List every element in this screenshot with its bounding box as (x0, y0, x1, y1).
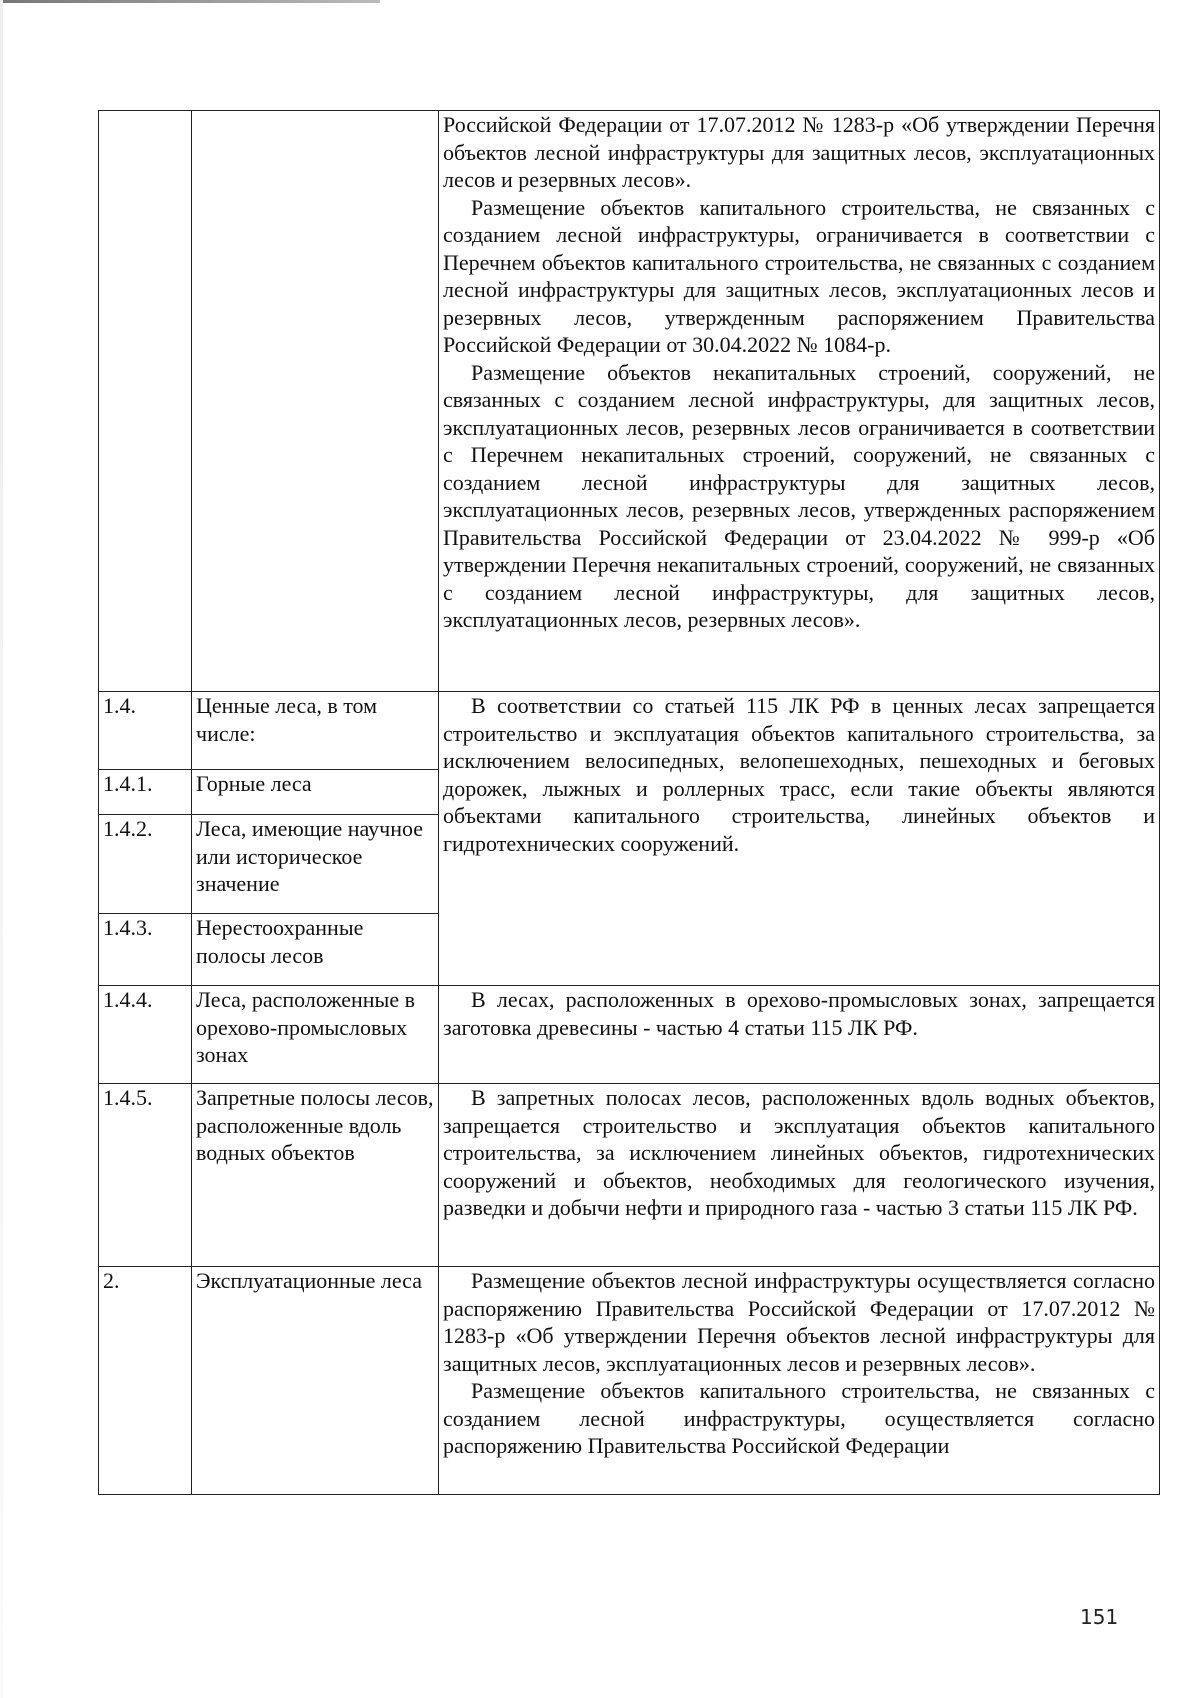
paragraph: Российской Федерации от 17.07.2012 № 1283-р «Об утверждении Перечня объектов лесной инфраструктуры для защитных лесов, эксплуатационных лесов и резервных лесов». (443, 112, 1155, 192)
row-name-cell: Нерестоохранные полосы лесов (192, 914, 439, 986)
row-name-cell: Леса, расположенные в орехово-промысловых зонах (192, 986, 439, 1084)
table-row (99, 986, 1160, 1084)
row-number-cell: 1.4.4. (99, 986, 192, 1084)
paragraph: Размещение объектов лесной инфраструктуры осуществляется согласно распоряжению Правительства Российской Федерации от 17.07.2012 № 1283-р «Об утверждении Перечня объектов лесной инфраструктуры для защитных лесов, эксплуатационных лесов и резервных лесов». (443, 1268, 1155, 1376)
row-name-cell (192, 111, 439, 692)
row-text-cell (439, 111, 1160, 692)
paragraph: В соответствии со статьей 115 ЛК РФ в ценных лесах запрещается строительство и эксплуатация объектов капитального строительства, за исключением велосипедных, велопешеходных, пешеходных и беговых дорожек, лыжных и роллерных трасс, если такие объекты являются объектами капитального строительства, линейных объектов и гидротехнических сооружений. (443, 693, 1155, 856)
row-number-cell: 1.4.2. (99, 815, 192, 914)
page-number: 151 (1080, 1605, 1119, 1629)
row-number-cell: 1.4.3. (99, 914, 192, 986)
paragraph: Размещение объектов некапитальных строений, сооружений, не связанных с созданием лесной инфраструктуры, для защитных лесов, эксплуатационных лесов, резервных лесов ограничивается в соответствии с Перечнем некапитальных строений, сооружений, не связанных с созданием лесной инфраструктуры для защитных лесов, эксплуатационных лесов, резервных лесов, утвержденных распоряжением Правительства Российской Федерации от 23.04.2022 № 999-р «Об утверждении Перечня некапитальных строений, сооружений, не связанных с созданием лесной инфраструктуры, для защитных лесов, эксплуатационных лесов, резервных лесов». (443, 359, 1155, 632)
row-name-cell: Ценные леса, в том числе: (192, 692, 439, 770)
paragraph: Размещение объектов капитального строительства, не связанных с созданием лесной инфраструктуры, ограничивается в соответствии с Перечнем объектов капитального строительства, не связанных с созданием лесной инфраструктуры для защитных лесов, эксплуатационных лесов и резервных лесов, утвержденным распоряжением Правительства Российской Федерации от 30.04.2022 № 1084-р. (443, 194, 1155, 357)
row-number-cell: 1.4.5. (99, 1084, 192, 1267)
scan-edge-top (0, 0, 380, 3)
row-name-cell: Леса, имеющие научное или историческое значение (192, 815, 439, 914)
row-number-cell: 1.4. (99, 692, 192, 770)
table-row (99, 1084, 1160, 1267)
row-number-cell (99, 111, 192, 692)
paragraph: В лесах, расположенных в орехово-промысловых зонах, запрещается заготовка древесины - частью 4 статьи 115 ЛК РФ. (443, 987, 1155, 1040)
paragraph: Размещение объектов капитального строительства, не связанных с созданием лесной инфраструктуры, осуществляется согласно распоряжению Правительства Российской Федерации (443, 1378, 1155, 1458)
table-row (99, 692, 1160, 770)
row-text-cell (439, 1084, 1160, 1267)
regulation-table (98, 110, 1160, 1495)
table-row (99, 1267, 1160, 1495)
row-text-cell (439, 986, 1160, 1084)
row-name-cell: Эксплуатационные леса (192, 1267, 439, 1495)
table-row (99, 111, 1160, 692)
paragraph: В запретных полосах лесов, расположенных вдоль водных объектов, запрещается строительство и эксплуатация объектов капитального строительства, за исключением линейных объектов, гидротехнических сооружений и объектов, необходимых для геологического изучения, разведки и добычи нефти и природного газа - частью 3 статьи 115 ЛК РФ. (443, 1085, 1155, 1220)
row-number-cell: 2. (99, 1267, 192, 1495)
row-text-cell (439, 1267, 1160, 1495)
row-number-cell: 1.4.1. (99, 770, 192, 815)
scan-edge-left (0, 0, 3, 1698)
row-name-cell: Запретные полосы лесов, расположенные вдоль водных объектов (192, 1084, 439, 1267)
row-text-cell (439, 692, 1160, 986)
row-name-cell: Горные леса (192, 770, 439, 815)
